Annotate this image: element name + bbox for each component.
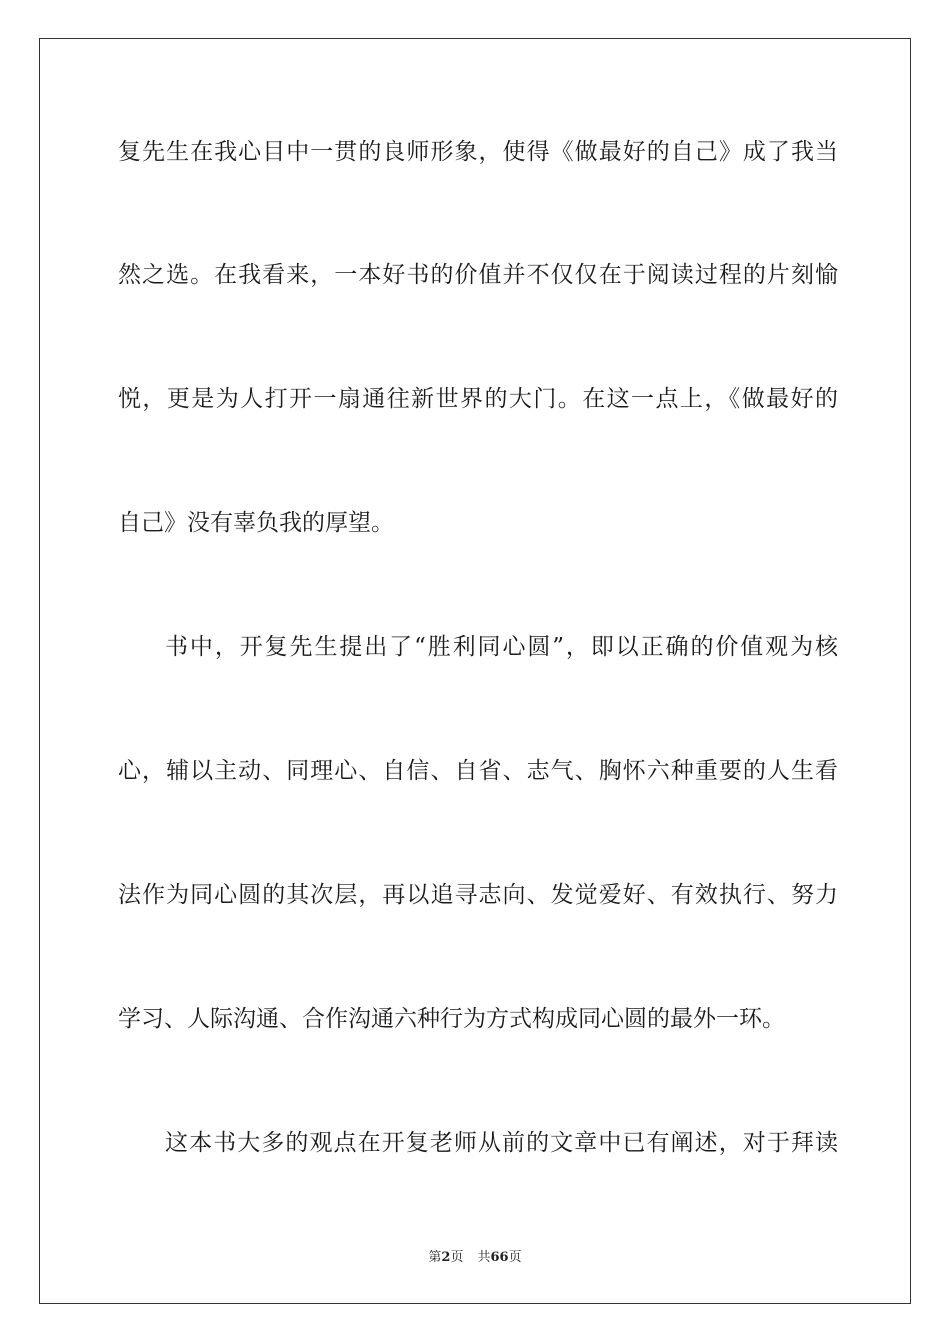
page-prefix: 第 xyxy=(428,1250,442,1265)
paragraph-line-9: 这本书大多的观点在开复老师从前的文章中已有阐述，对于拜读 xyxy=(165,1130,838,1156)
paragraph-line-1: 复先生在我心目中一贯的良师形象，使得《做最好的自己》成了我当 xyxy=(118,139,838,165)
total-suffix: 页 xyxy=(508,1250,522,1265)
page-suffix: 页 xyxy=(450,1250,464,1265)
page-frame xyxy=(39,38,911,1304)
page-footer xyxy=(0,1246,950,1265)
paragraph-line-8: 学习、人际沟通、合作沟通六种行为方式构成同心圆的最外一环。 xyxy=(118,1006,785,1032)
total-prefix: 共 xyxy=(477,1250,491,1265)
total-pages: 66 xyxy=(490,1250,509,1265)
paragraph-line-3: 悦，更是为人打开一扇通往新世界的大门。在这一点上，《做最好的 xyxy=(118,386,838,412)
page-number: 2 xyxy=(441,1250,451,1265)
paragraph-line-2: 然之选。在我看来，一本好书的价值并不仅仅在于阅读过程的片刻愉 xyxy=(118,262,838,288)
paragraph-line-6: 心，辅以主动、同理心、自信、自省、志气、胸怀六种重要的人生看 xyxy=(118,758,838,784)
paragraph-line-7: 法作为同心圆的其次层，再以追寻志向、发觉爱好、有效执行、努力 xyxy=(118,882,838,908)
paragraph-line-4: 自己》没有辜负我的厚望。 xyxy=(118,510,394,536)
paragraph-line-5: 书中，开复先生提出了“胜利同心圆”，即以正确的价值观为核 xyxy=(165,634,838,660)
